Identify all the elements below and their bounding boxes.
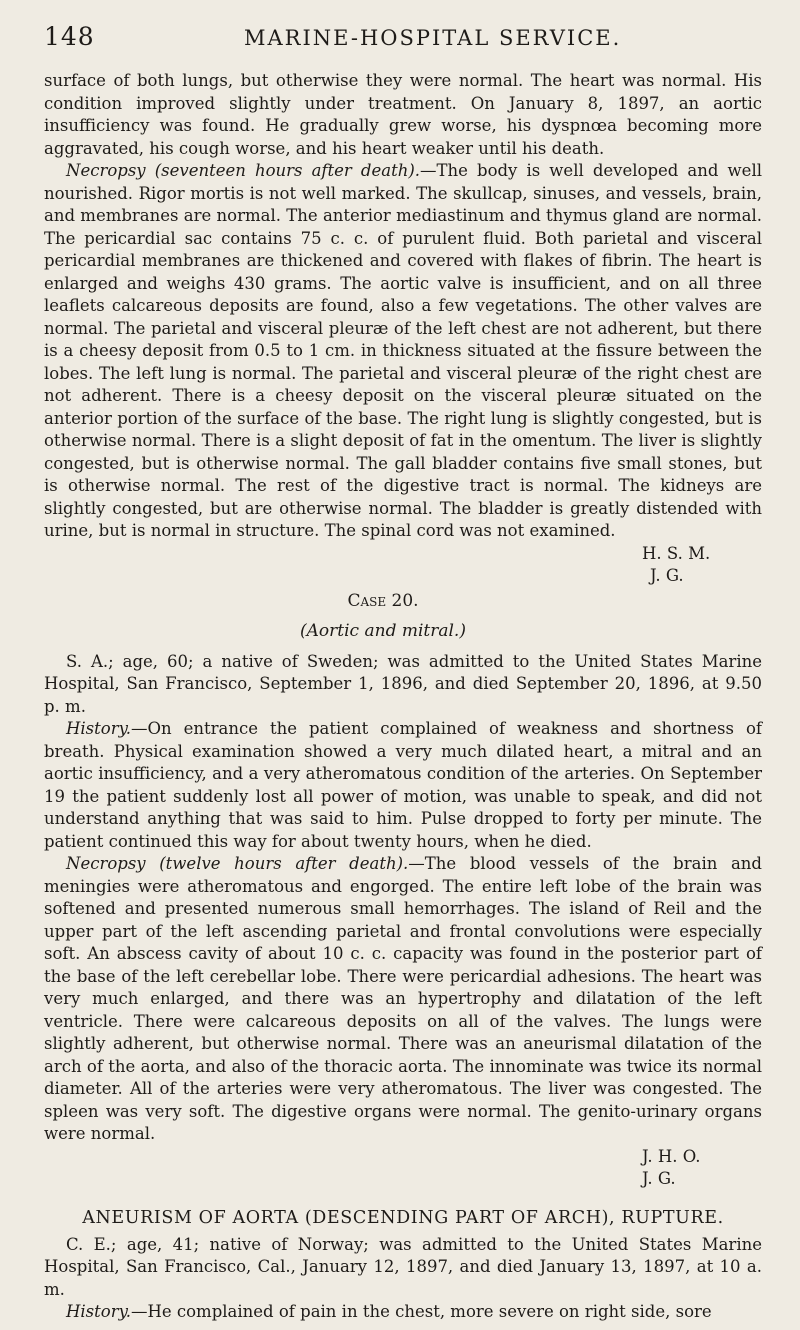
case20-history [44,718,762,853]
signature-initials-4: J. G. [642,1168,676,1188]
signature-initials-1: H. S. M. [642,543,711,563]
paragraph-necropsy-case19 [44,160,762,543]
necropsy-lead-case20: Necropsy (twelve hours after death). [66,854,409,873]
necropsy-text: —The body is well developed and well nourished. Rigor mortis is not well marked. The skullcap, sinuses, and vessels, brain, and membranes are normal. The anterior mediastinum and thymus gland are normal. The pericardial sac contains 75 c. c. of purulent fluid. Both parietal and visceral pericardial membranes are thickened and covered with flakes of fibrin. The heart is enlarged and weighs 430 grams. The aortic valve is insufficient, and on all three leaflets calcareous deposits are found, also a few vegetations. The other valves are normal. The parietal and visceral pleuræ of the left chest are not adherent, but there is a cheesy deposit from 0.5 to 1 cm. in thickness situated at the fissure between the lobes. The left lung is normal. The parietal and visceral pleuræ of the right chest are not adherent. There is a cheesy deposit on the visceral pleuræ situated on the anterior portion of the surface of the base. The right lung is slightly congested, but is otherwise normal. There is a slight deposit of fat in the omentum. The liver is slightly congested, but is otherwise normal. The gall bladder contains five small stones, but is otherwise normal. The rest of the digestive tract is normal. The kidneys are slightly congested, but are otherwise normal. The bladder is greatly distended with urine, but is normal in structure. The spinal cord was not examined. [44,161,762,540]
case20-necropsy [44,853,762,1146]
signature-initials-3: J. H. O. [642,1146,701,1166]
page-header [44,22,762,62]
necropsy-lead: Necropsy (seventeen hours after death). [66,161,421,180]
case20-intro: S. A.; age, 60; a native of Sweden; was admitted to the United States Marine Hospital, San Francisco, September 1, 1896, and died September 20, 1896, at 9.50 p. m. [44,651,762,716]
history-lead-aneurism: History. [66,1302,131,1321]
necropsy-text-case20: —The blood vessels of the brain and meningies were atheromatous and engorged. The entire left lobe of the brain was softened and presented numerous small hemorrhages. The island of Reil and the upper part of the left ascending parietal and frontal convolutions were especially soft. An abscess cavity of about 10 c. c. capacity was found in the posterior part of the base of the left cerebellar lobe. There were pericardial adhesions. The heart was very much enlarged, and there was an hypertrophy and dilatation of the left ventricle. There were calcareous deposits on all of the valves. The lungs were slightly adherent, but otherwise normal. There was an aneurismal dilatation of the arch of the aorta, and also of the thoracic aorta. The innominate was twice its normal diameter. All of the arteries were very atheromatous. The liver was congested. The spleen was very soft. The digestive organs were normal. The genito-urinary organs were normal. [44,854,762,1143]
history-text-aneurism: —He complained of pain in the chest, more severe on right side, sore [130,1302,712,1321]
paragraph-continuation: surface of both lungs, but otherwise they were normal. The heart was normal. His condition improved slightly under treatment. On January 8, 1897, an aortic insufficiency was found. He gradually grew worse, his dyspnœa becoming more aggravated, his cough worse, and his heart weaker until his death. [44,71,762,158]
signature-initials-2: J. G. [650,565,684,585]
history-lead: History. [66,719,131,738]
case-subheading: (Aortic and mitral.) [300,620,466,641]
page-number: 148 [44,22,95,51]
section-heading-aneurism: ANEURISM OF AORTA (DESCENDING PART OF ARCH), RUPTURE. [82,1207,724,1228]
aneurism-intro: C. E.; age, 41; native of Norway; was admitted to the United States Marine Hospital, San Francisco, Cal., January 12, 1897, and died January 13, 1897, at 10 a. m. [44,1234,762,1299]
aneurism-history [44,1301,762,1324]
case-heading: Case 20. [347,590,419,611]
history-text: —On entrance the patient complained of weakness and shortness of breath. Physical examination showed a very much dilated heart, a mitral and an aortic insufficiency, and a very atheromatous condition of the arteries. On September 19 the patient suddenly lost all power of motion, was unable to speak, and did not understand anything that was said to him. Pulse dropped to forty per minute. The patient continued this way for about twenty hours, when he died. [44,719,762,851]
running-head: MARINE-HOSPITAL SERVICE. [244,26,622,50]
